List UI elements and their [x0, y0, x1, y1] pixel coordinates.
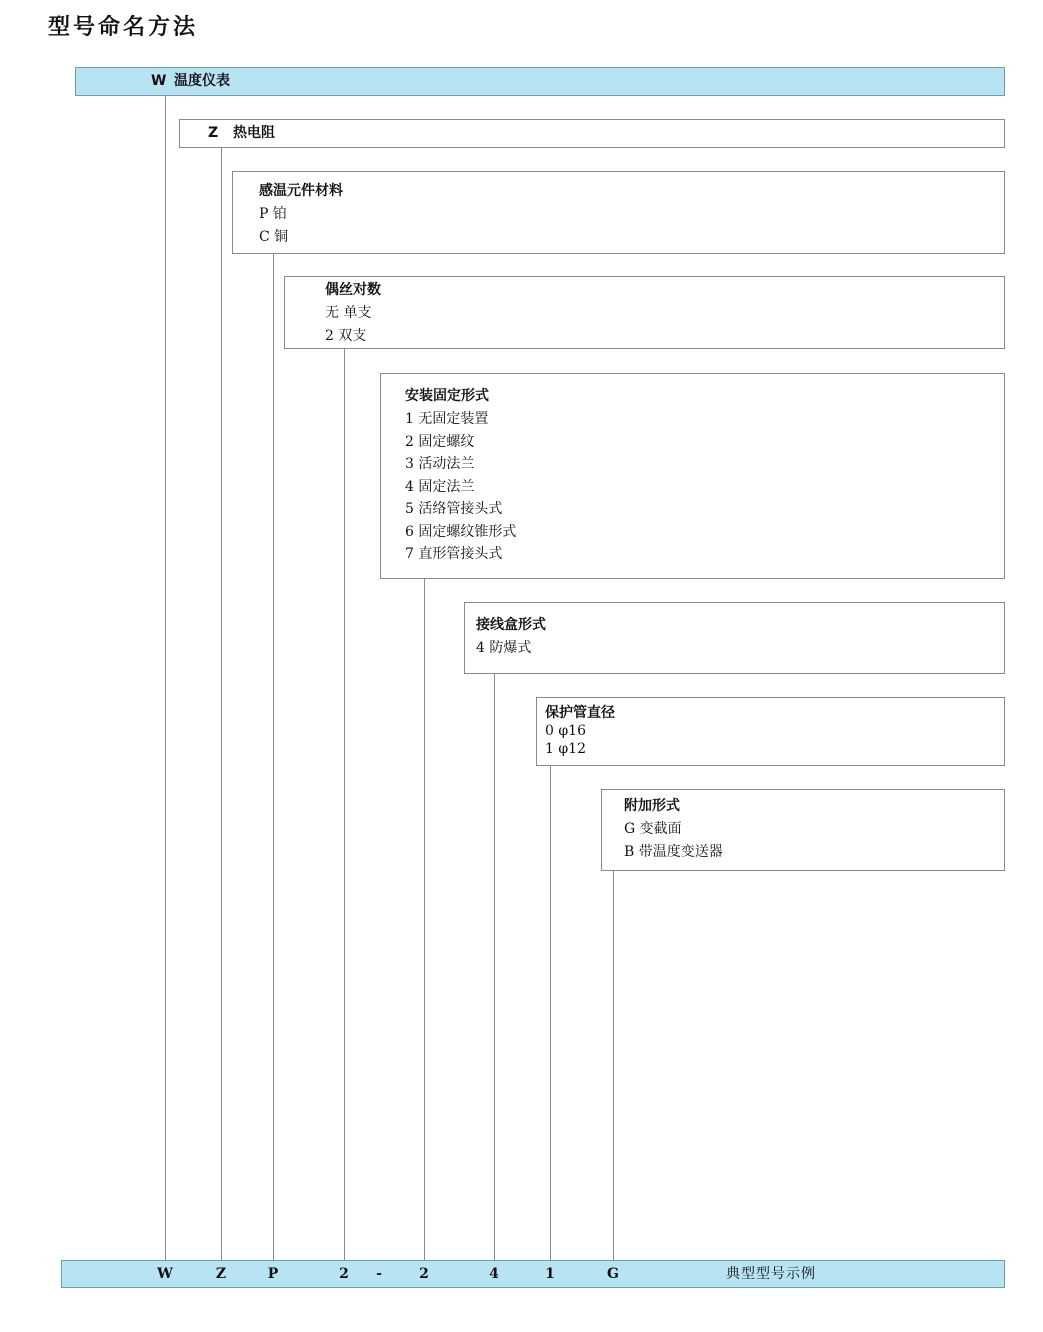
connector-line-mounting [424, 579, 425, 1260]
connector-line-w [165, 96, 166, 1260]
wire-pairs-heading: 偶丝对数 [325, 282, 381, 298]
additional-content [624, 795, 723, 863]
level-code-w: W [151, 73, 167, 89]
tube-diameter-option: 0 φ16 [545, 723, 586, 739]
example-separator: - [376, 1266, 382, 1282]
page-title: 型号命名方法 [48, 15, 199, 40]
junction-box-heading: 接线盒形式 [476, 617, 546, 633]
tube-diameter-content [545, 704, 615, 758]
connector-line-wire-pairs [344, 349, 345, 1260]
example-code: 2 [339, 1266, 349, 1282]
mounting-heading: 安装固定形式 [405, 388, 489, 404]
wire-pairs-option: 无 单支 [325, 305, 372, 321]
additional-heading: 附加形式 [624, 798, 680, 814]
example-code: 2 [419, 1266, 429, 1282]
wire-pairs-option: 2 双支 [325, 327, 367, 344]
example-bar [61, 1260, 1005, 1288]
mounting-content [405, 385, 516, 566]
example-code: Z [215, 1266, 227, 1282]
wire-pairs-content [325, 279, 381, 347]
tube-diameter-option: 1 φ12 [545, 741, 586, 757]
level-box-sensor-material [232, 171, 1005, 254]
sensor-material-option: C 铜 [259, 228, 289, 245]
level-name-instrument: 温度仪表 [174, 73, 230, 89]
level-code-z: Z [208, 125, 219, 141]
connector-line-z [221, 148, 222, 1260]
junction-box-option: 4 防爆式 [476, 640, 532, 656]
example-code: 1 [545, 1266, 555, 1282]
mounting-option: 5 活络管接头式 [405, 501, 503, 517]
example-code: W [157, 1266, 173, 1282]
example-code: P [267, 1266, 279, 1282]
sensor-material-content [259, 180, 343, 248]
level-name-rtd: 热电阻 [233, 125, 275, 141]
sensor-material-heading: 感温元件材料 [259, 183, 343, 199]
mounting-option: 4 固定法兰 [405, 478, 475, 495]
level-box-rtd [179, 119, 1005, 148]
example-code: 4 [489, 1266, 499, 1282]
sensor-material-option: P 铂 [259, 206, 287, 222]
level-box-wire-pairs [284, 276, 1005, 349]
junction-box-content [476, 614, 546, 660]
mounting-option: 3 活动法兰 [405, 456, 475, 472]
mounting-option: 1 无固定装置 [405, 411, 489, 427]
mounting-option: 7 直形管接头式 [405, 546, 503, 562]
connector-line-junction-box [494, 674, 495, 1260]
additional-option: G 变截面 [624, 821, 682, 837]
mounting-option: 2 固定螺纹 [405, 433, 475, 450]
tube-diameter-heading: 保护管直径 [545, 705, 615, 721]
connector-line-material [273, 254, 274, 1260]
connector-line-tube-diameter [550, 766, 551, 1260]
mounting-option: 6 固定螺纹锥形式 [405, 523, 517, 540]
additional-option: B 带温度变送器 [624, 843, 723, 860]
example-code: G [607, 1266, 619, 1282]
connector-line-additional [613, 871, 614, 1260]
example-label: 典型型号示例 [726, 1266, 816, 1282]
